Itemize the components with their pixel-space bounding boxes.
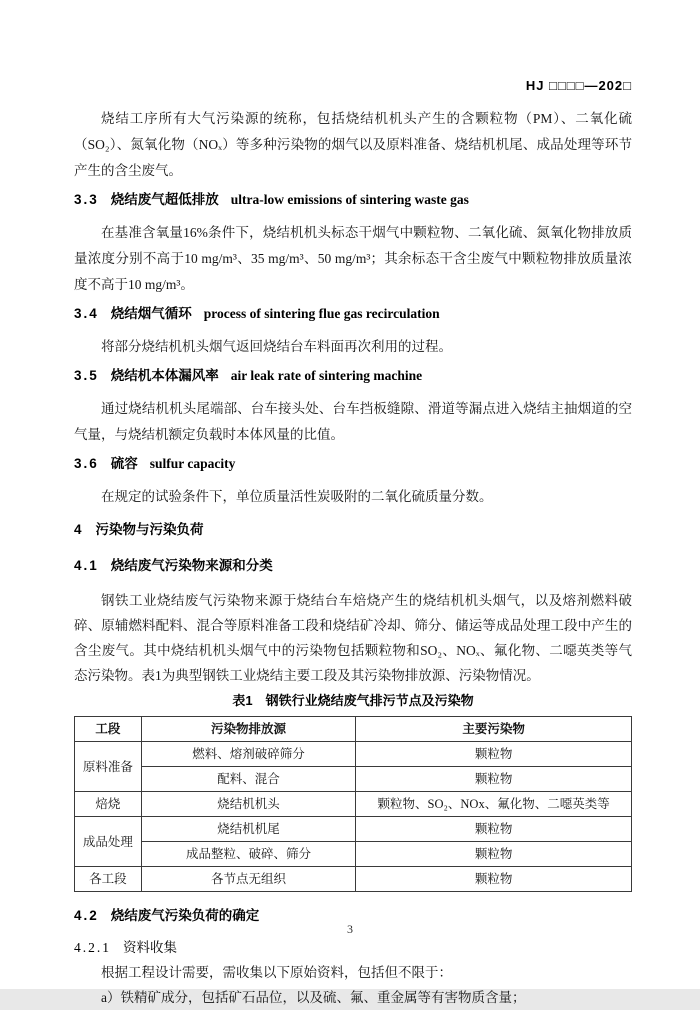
cell-stage: 原料准备 [75,742,142,792]
section-title-en: air leak rate of sintering machine [230,368,423,383]
cell-source: 成品整粒、破碎、筛分 [141,842,355,867]
section-title-zh: 烧结废气污染物来源和分类 [110,558,273,573]
cell-pollutant: 颗粒物、SO₂、NOx、氟化物、二噁英类等 [356,792,632,817]
column-header-pollutant: 主要污染物 [356,717,632,742]
section-4-2-1-item-a: a）铁精矿成分，包括矿石品位，以及硫、氟、重金属等有害物质含量； [101,990,526,1005]
cell-source: 烧结机机头 [141,792,355,817]
section-title-zh: 资料收集 [123,940,177,955]
table-row [75,792,632,817]
section-3-3-body: 在基准含氧量16%条件下，烧结机机头标态干烟气中颗粒物、二氧化硫、氮氧化物排放质量浓度分别不高于10 mg/m³、35 mg/m³、50 mg/m³；其余标态干含尘废气中颗粒物排放质量浓度不高于10 mg/m³。 [74,225,632,292]
table-row [75,767,632,792]
cell-source: 烧结机机尾 [141,817,355,842]
section-title-en: process of sintering flue gas recirculation [203,306,440,321]
cell-stage: 成品处理 [75,817,142,867]
table-row [75,842,632,867]
section-heading-4-2-1 [74,938,632,958]
doc-number-header: HJ □□□□—202□ [525,78,632,93]
section-title-zh: 烧结烟气循环 [110,306,192,321]
cell-pollutant: 颗粒物 [356,842,632,867]
section-4-2-1-body: 根据工程设计需要，需收集以下原始资料，包括但不限于： [101,965,452,980]
cell-pollutant: 颗粒物 [356,742,632,767]
cell-stage: 焙烧 [75,792,142,817]
section-title-zh: 烧结废气超低排放 [110,192,219,207]
cell-pollutant: 颗粒物 [356,817,632,842]
section-number: 3.4 [74,306,99,321]
section-3-6-body: 在规定的试验条件下，单位质量活性炭吸附的二氧化硫质量分数。 [101,489,493,504]
section-number: 3.6 [74,456,99,471]
section-number: 3.3 [74,192,99,207]
table-row [75,742,632,767]
section-heading-3-4 [74,304,632,324]
table-header-row [75,717,632,742]
table-1-title: 表1 钢铁行业烧结废气排污节点及污染物 [232,693,474,708]
section-number: 4 [74,522,84,537]
section-title-zh: 硫容 [110,456,138,471]
section-title-zh: 污染物与污染负荷 [95,522,204,537]
section-number: 4.2.1 [74,940,111,955]
section-title-en: ultra-low emissions of sintering waste gas [230,192,469,207]
cell-pollutant: 颗粒物 [356,767,632,792]
section-heading-3-5 [74,366,632,386]
table-row [75,817,632,842]
section-number: 4.1 [74,558,99,573]
cell-stage: 各工段 [75,867,142,892]
page-number: 3 [347,922,353,936]
section-title-zh: 烧结机本体漏风率 [110,368,219,383]
section-title-zh: 烧结废气污染负荷的确定 [110,908,260,923]
section-title-en: sulfur capacity [149,456,236,471]
section-3-5-body: 通过烧结机机头尾端部、台车接头处、台车挡板缝隙、滑道等漏点进入烧结主抽烟道的空气量，与烧结机额定负载时本体风量的比值。 [74,401,632,442]
section-number: 3.5 [74,368,99,383]
intro-paragraph: 烧结工序所有大气污染源的统称，包括烧结机机头产生的含颗粒物（PM）、二氧化硫（SO₂）、氮氧化物（NOₓ）等多种污染物的烟气以及原料准备、烧结机机尾、成品处理等环节产生的含尘废气。 [74,111,632,178]
column-header-stage: 工段 [75,717,142,742]
cell-source: 配料、混合 [141,767,355,792]
section-heading-3-6 [74,454,632,474]
section-heading-4 [74,520,632,540]
cell-source: 燃料、熔剂破碎筛分 [141,742,355,767]
table-1-emission-nodes [74,716,632,892]
section-heading-3-3 [74,190,632,210]
section-heading-4-1 [74,556,632,576]
column-header-source: 污染物排放源 [141,717,355,742]
section-3-4-body: 将部分烧结机机头烟气返回烧结台车料面再次利用的过程。 [101,339,452,354]
section-number: 4.2 [74,908,99,923]
section-4-1-body: 钢铁工业烧结废气污染物来源于烧结台车焙烧产生的烧结机机头烟气，以及熔剂燃料破碎、原辅燃料配料、混合等原料准备工段和烧结矿冷却、筛分、储运等成品处理工段中产生的含尘废气。其中烧结机机头烟气中的污染物包括颗粒物和SO₂、NOₓ、氟化物、二噁英类等气态污染物。表1为典型钢铁工业烧结主要工段及其污染物排放源、污染物情况。 [74,593,632,683]
cell-source: 各节点无组织 [141,867,355,892]
table-row [75,867,632,892]
cell-pollutant: 颗粒物 [356,867,632,892]
